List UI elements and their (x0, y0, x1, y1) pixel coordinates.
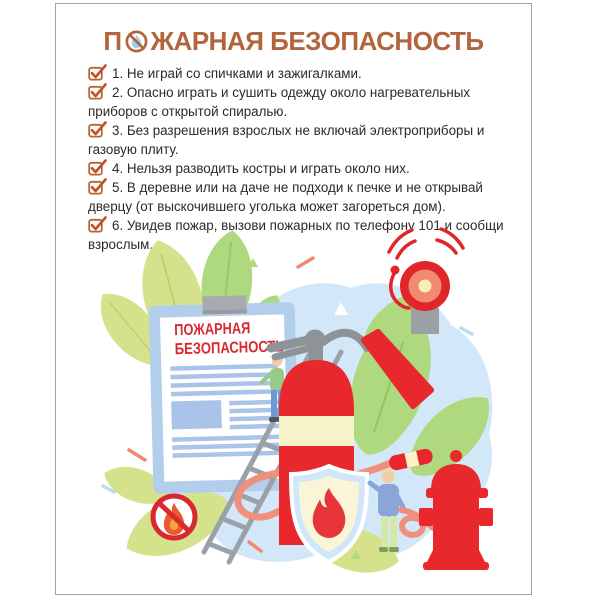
checklist-text: 2. Опасно играть и сушить одежду около нагревательных приборов с открытой спиралью. (88, 85, 471, 119)
checklist-text: 1. Не играй со спичками и зажигалками. (112, 66, 362, 81)
extinguisher-stripe (279, 416, 354, 446)
page-title (56, 26, 531, 57)
fire-safety-illustration (101, 220, 501, 585)
checklist-item (88, 64, 524, 83)
checkbox-checked-icon (88, 121, 107, 138)
checklist-text: 5. В деревне или на даче не подходи к печке и не открывай дверцу (от выскочившего уголька может загореться дом). (88, 180, 483, 214)
checklist-item (88, 178, 524, 216)
checklist-item (88, 83, 524, 121)
checkbox-checked-icon (88, 159, 107, 176)
title-text-suffix: ЖАРНАЯ БЕЗОПАСНОСТЬ (150, 26, 484, 56)
clipboard-image-block (171, 400, 222, 429)
checkbox-checked-icon (88, 64, 107, 81)
no-fire-icon (124, 29, 149, 54)
checklist-item (88, 121, 524, 159)
checklist-text: 6. Увидев пожар, вызови пожарных по телефону 101 и сообщи взрослым. (88, 218, 504, 252)
checkbox-checked-icon (88, 178, 107, 195)
clipboard-title-line2: БЕЗОПАСНОСТЬ (174, 337, 311, 359)
checklist-item (88, 159, 524, 178)
clipboard-title-line1: ПОЖАРНАЯ (174, 319, 270, 340)
checklist-text: 4. Нельзя разводить костры и играть около них. (112, 161, 410, 177)
checkbox-checked-icon (88, 83, 107, 100)
title-text-prefix: П (103, 26, 122, 56)
poster-page (55, 3, 532, 595)
checklist-text: 3. Без разрешения взрослых не включай электроприборы и газовую плиту. (88, 123, 485, 157)
no-fire-sign-icon (153, 496, 195, 538)
